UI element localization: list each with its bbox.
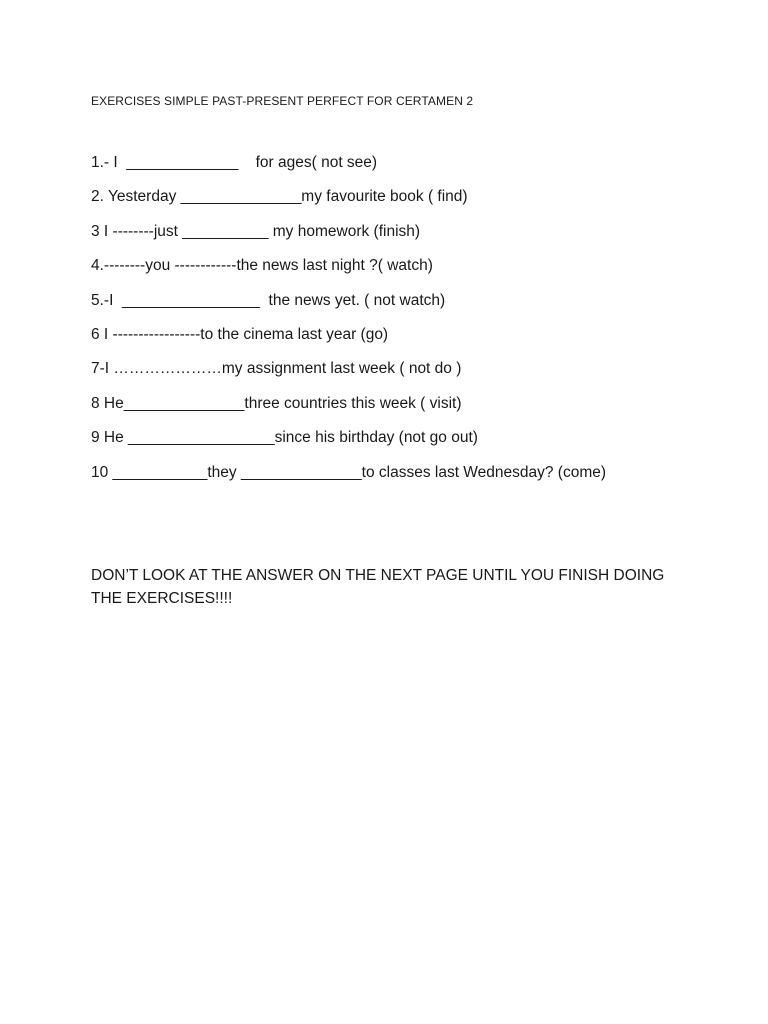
- exercise-item-9: 9 He _________________since his birthday (not go out): [91, 429, 478, 447]
- exercise-item-2: 2. Yesterday ______________my favourite book ( find): [91, 188, 468, 206]
- exercise-item-3: 3 I --------just __________ my homework (finish): [91, 222, 421, 240]
- exercise-item-8: 8 He______________three countries this week ( visit): [91, 394, 462, 412]
- exercise-item-1: 1.- I _____________ for ages( not see): [91, 154, 378, 171]
- exercise-item-10: 10 ___________they ______________to classes last Wednesday? (come): [91, 463, 607, 481]
- exercise-item-4: 4.--------you ------------the news last night ?( watch): [91, 257, 433, 275]
- warning-note: DON’T LOOK AT THE ANSWER ON THE NEXT PAGE UNTIL YOU FINISH DOING THE EXERCISES!!!!: [91, 567, 665, 607]
- exercise-list: [91, 152, 606, 496]
- exercise-item-6: 6 I -----------------to the cinema last year (go): [91, 325, 389, 343]
- exercise-item-5: 5.-I ________________ the news yet. ( not watch): [91, 291, 446, 309]
- worksheet-title: EXERCISES SIMPLE PAST-PRESENT PERFECT FOR CERTAMEN 2: [91, 94, 474, 108]
- exercise-item-7: 7-I …………………my assignment last week ( not do ): [91, 360, 462, 378]
